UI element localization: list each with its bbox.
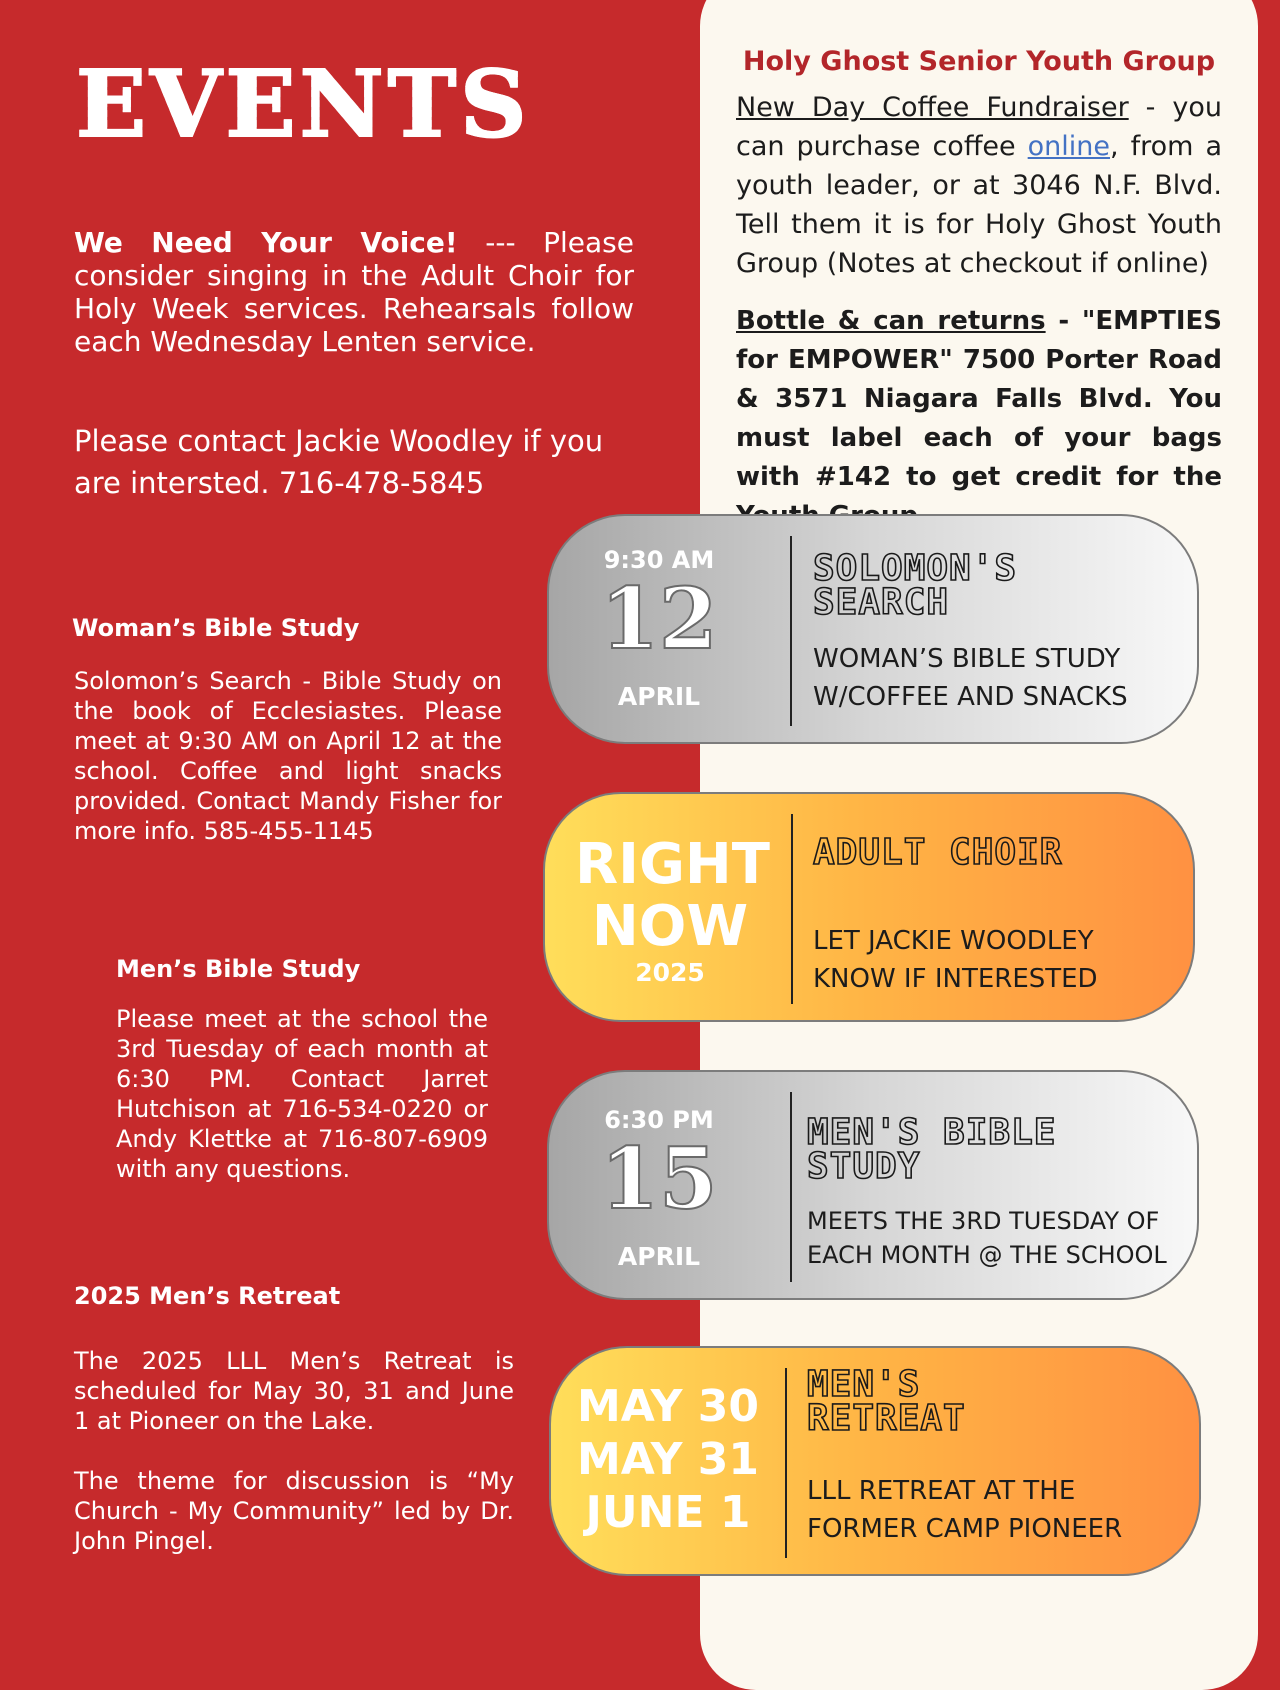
- coffee-fundraiser-label[interactable]: New Day Coffee Fundraiser: [736, 92, 1129, 123]
- choir-appeal-text: --- Please consider singing in the Adult Choir for Holy Week services. Rehearsals follow each Wednesday Lenten service.: [74, 226, 634, 358]
- bottle-returns-text: - "EMPTIES for EMPOWER" 7500 Porter Road & 3571 Niagara Falls Blvd. You must label each of your bags with #142 to get credit for the: [736, 306, 1222, 492]
- card-day: 15: [600, 1129, 718, 1228]
- womens-study-body: Solomon’s Search - Bible Study on the book of Ecclesiastes. Please meet at 9:30 AM on April 12 at the school. Coffee and light snacks provided. Contact Mandy Fisher for more info. 585-455-1145: [74, 667, 502, 845]
- card-date-block: [579, 1106, 739, 1271]
- card-right: RIGHT: [575, 832, 770, 897]
- coffee-text-2: , from a youth leader, or at 3046 N.F. Blvd. Tell them it is for Holy Ghost Youth Group (Notes at checkout if online): [736, 131, 1222, 279]
- card-title: SOLOMON'S SEARCH: [813, 548, 1018, 623]
- card-divider: [790, 536, 792, 726]
- card-divider: [791, 814, 793, 1004]
- mens-study-heading: Men’s Bible Study: [116, 955, 361, 983]
- card-date-block: [573, 1380, 763, 1539]
- card-date-3: JUNE 1: [585, 1487, 751, 1538]
- bottle-returns-label: Bottle & can returns: [736, 306, 1046, 336]
- card-date-block: [579, 546, 739, 711]
- event-card-solomons-search: [547, 514, 1199, 744]
- card-month: APRIL: [617, 1242, 701, 1271]
- mens-retreat-heading: 2025 Men’s Retreat: [74, 1282, 341, 1310]
- event-card-mens-bible-study: [547, 1070, 1199, 1300]
- card-date-1: MAY 30: [576, 1381, 760, 1432]
- choir-appeal: [74, 226, 634, 358]
- page-title: EVENTS: [76, 50, 531, 158]
- mens-study-body: Please meet at the school the 3rd Tuesday of each month at 6:30 PM. Contact Jarret Hutchison at 716-534-0220 or Andy Klettke at 716-807-6909 with any questions.: [116, 1005, 488, 1183]
- card-time: 6:30 PM: [604, 1106, 714, 1134]
- card-day: 12: [600, 569, 718, 668]
- womens-study-heading: Woman’s Bible Study: [72, 614, 360, 642]
- card-subtitle: WOMAN’S BIBLE STUDY W/COFFEE AND SNACKS: [813, 644, 1128, 712]
- card-title: MEN'S BIBLE STUDY: [807, 1112, 1057, 1187]
- card-year: 2025: [635, 958, 705, 987]
- card-time: 9:30 AM: [603, 546, 715, 574]
- card-subtitle: LLL RETREAT AT THE FORMER CAMP PIONEER: [807, 1476, 1123, 1544]
- choir-appeal-bold: We Need Your Voice!: [74, 226, 458, 259]
- choir-contact: Please contact Jackie Woodley if you are intersted. 716-478-5845: [74, 424, 604, 500]
- card-date-2: MAY 31: [576, 1434, 760, 1485]
- card-date-block: [575, 832, 770, 987]
- card-now: NOW: [591, 894, 749, 959]
- mens-retreat-body-2: The theme for discussion is “My Church - My Community” led by Dr. John Pingel.: [74, 1467, 514, 1555]
- card-divider: [785, 1368, 787, 1558]
- card-title: MEN'S RETREAT: [807, 1364, 966, 1439]
- event-card-mens-retreat: [549, 1346, 1201, 1576]
- card-subtitle: MEETS THE 3RD TUESDAY OF EACH MONTH @ THE SCHOOL: [807, 1207, 1167, 1269]
- card-divider: [790, 1092, 792, 1282]
- coffee-online-link[interactable]: online: [1027, 131, 1111, 162]
- coffee-fundraiser: [736, 88, 1222, 283]
- mens-retreat-body-1: The 2025 LLL Men’s Retreat is scheduled for May 30, 31 and June 1 at Pioneer on the Lake.: [74, 1347, 514, 1435]
- coffee-text-1: - you can purchase coffee: [736, 92, 1222, 162]
- event-card-adult-choir: [543, 792, 1195, 1022]
- card-title: ADULT CHOIR: [813, 832, 1063, 873]
- card-month: APRIL: [617, 682, 701, 711]
- bottle-returns: [736, 302, 1222, 536]
- card-subtitle: LET JACKIE WOODLEY KNOW IF INTERESTED: [813, 926, 1098, 994]
- youth-group-title: Holy Ghost Senior Youth Group: [742, 46, 1216, 77]
